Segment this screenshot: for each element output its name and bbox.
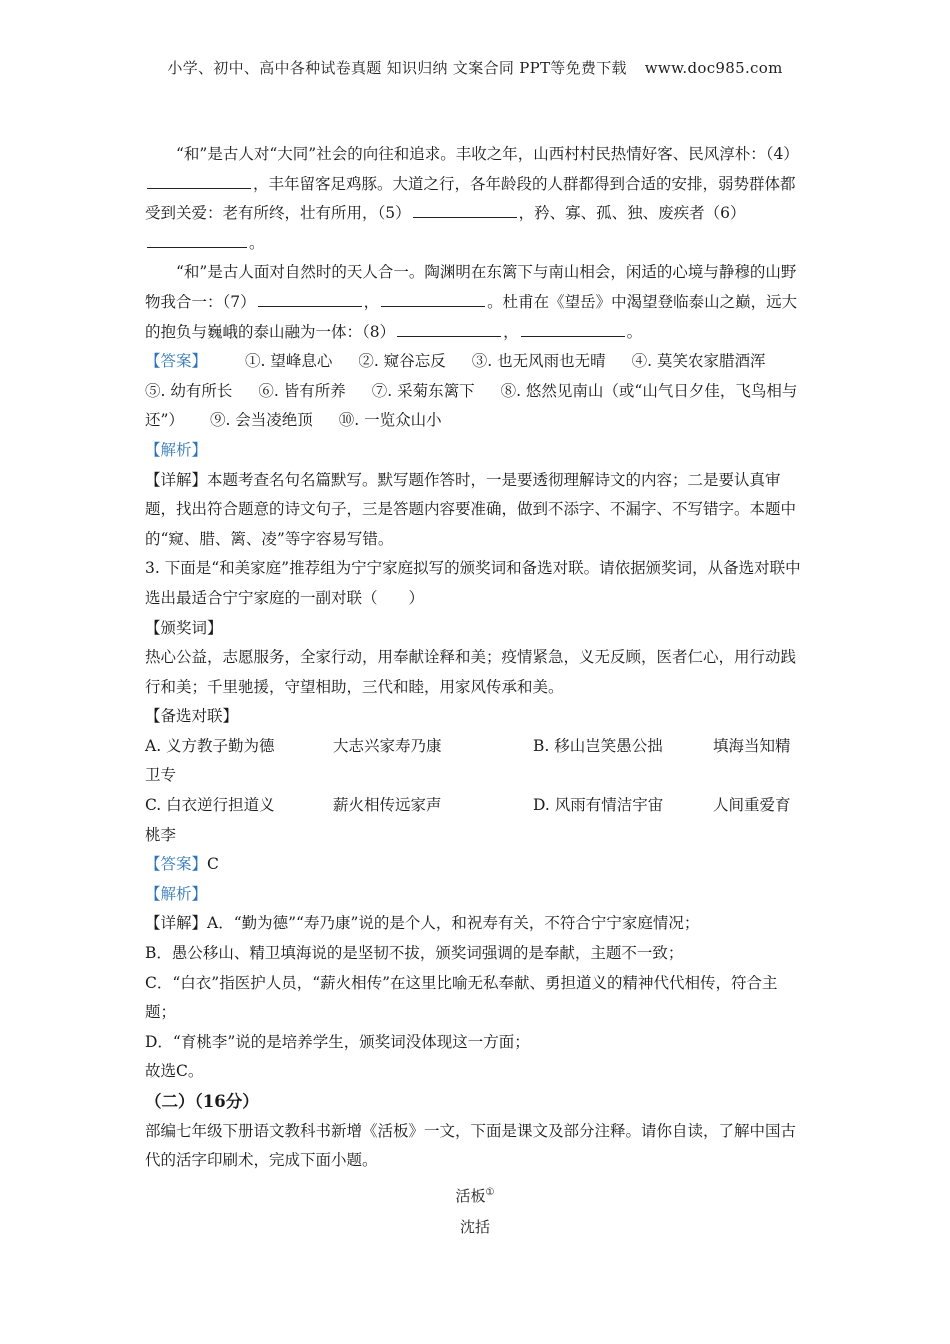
analysis-detail: 【详解】本题考查名句名篇默写。默写题作答时，一是要透彻理解诗文的内容；二是要认真审题，找出符合题意的诗文句子，三是答题内容要准确，做到不添字、不漏字、不写错字。本题中的“窥、腊、篱、凌”等字容易写错。 <box>145 470 797 548</box>
answer-item: ②. 窥谷忘反 <box>358 352 446 371</box>
text-author: 沈括 <box>459 1218 490 1237</box>
answer-block-1 <box>145 347 805 436</box>
answer-item: ③. 也无风雨也无晴 <box>471 352 606 371</box>
page-header <box>0 57 950 78</box>
answer-value: C <box>207 855 219 874</box>
option-row-cd <box>145 791 805 821</box>
detail-c: C．“白衣”指医护人员，“薪火相传”在这里比喻无私奉献、勇担道义的精神代代相传，符合主题； <box>145 973 778 1022</box>
option-b-wrap: 卫专 <box>145 766 177 785</box>
paragraph-harmony-society: “和”是古人对“大同”社会的向往和追求。丰收之年，山西村村民热情好客、民风淳朴：（4），丰年留客足鸡豚。大道之行，各年龄段的人群都得到合适的安排，弱势群体都受到关爱：老有所终，壮有所用，（5） ，矜、寡、孤、独、废疾者（6）。 <box>145 145 799 252</box>
detail-b: B．愚公移山、精卫填海说的是坚韧不拔，颁奖词强调的是奉献，主题不一致； <box>145 944 684 963</box>
fill-blank-7a <box>258 288 362 307</box>
fill-blank-8a <box>397 318 501 337</box>
fill-blank-5 <box>413 199 517 218</box>
answer-item: ⑦. 采菊东篱下 <box>371 381 475 400</box>
analysis-tag: 【解析】 <box>145 440 208 459</box>
option-c-line1: C. 白衣逆行担道义 <box>145 796 275 815</box>
footnote-marker: ① <box>485 1186 495 1198</box>
option-d-wrap: 桃李 <box>145 825 177 844</box>
paragraph-harmony-nature: “和”是古人面对自然时的天人合一。陶渊明在东篱下与南山相会，闲适的心境与静穆的山野物我合一：（7） ， 。杜甫在《望岳》中渴望登临泰山之巅，远大的抱负与巍峨的泰山融为一体：（8） ， 。 <box>145 263 798 341</box>
answer-item: ①. 望峰息心 <box>245 352 333 371</box>
answer-item: ⑩. 一览众山小 <box>338 411 442 430</box>
question-3-stem: 3. 下面是“和美家庭”推荐组为宁宁家庭拟写的颁奖词和备选对联。请依据颁奖词，从备选对联中选出最适合宁宁家庭的一副对联（ ） <box>145 559 801 607</box>
option-d-line1: D. 风雨有情洁宇宙 <box>533 796 664 815</box>
fill-blank-4 <box>147 170 251 189</box>
answer-item: ⑨. 会当凌绝顶 <box>209 411 313 430</box>
option-a-line1: A. 义方教子勤为德 <box>145 736 275 755</box>
document-body <box>145 140 805 1243</box>
text-title: 活板① <box>455 1186 495 1205</box>
detail-a: 【详解】A．“勤为德”“寿乃康”说的是个人，和祝寿有关，不符合宁宁家庭情况； <box>145 914 700 933</box>
section-title: （二）（16分） <box>145 1092 259 1111</box>
detail-d: D．“育桃李”说的是培养学生，颁奖词没体现这一方面； <box>145 1032 530 1051</box>
header-site[interactable]: www.doc985.com <box>644 59 783 77</box>
header-text: 小学、初中、高中各种试卷真题 知识归纳 文案合同 PPT等免费下载 <box>167 59 627 77</box>
answer-item: ④. 莫笑农家腊酒浑 <box>631 352 766 371</box>
fill-blank-7b <box>381 288 485 307</box>
fill-blank-6 <box>147 229 247 248</box>
option-row-ab <box>145 732 805 762</box>
answer-item: ⑧. 悠然见南山（或“山气日夕佳，飞鸟相与还”） <box>145 381 798 430</box>
award-title: 【颁奖词】 <box>145 618 223 637</box>
analysis-tag: 【解析】 <box>145 884 208 903</box>
answer-tag: 【答案】 <box>145 352 208 371</box>
answer-item: ⑤. 幼有所长 <box>145 381 233 400</box>
couplet-title: 【备选对联】 <box>145 707 239 726</box>
fill-blank-8b <box>521 318 625 337</box>
answer-block-3 <box>145 850 805 880</box>
award-text: 热心公益，志愿服务，全家行动，用奉献诠释和美；疫情紧急，义无反顾，医者仁心，用行动践行和美；千里驰援，守望相助，三代和睦，用家风传承和美。 <box>145 648 797 696</box>
option-d-line2: 人间重爱育 <box>713 796 791 815</box>
option-a-line2: 大志兴家寿乃康 <box>333 736 442 755</box>
conclusion: 故选C。 <box>145 1062 204 1081</box>
answer-item: ⑥. 皆有所养 <box>258 381 346 400</box>
option-b-line2: 填海当知精 <box>713 736 791 755</box>
answer-tag: 【答案】 <box>145 855 208 874</box>
section-intro: 部编七年级下册语文教科书新增《活板》一文，下面是课文及部分注释。请你自读，了解中国古代的活字印刷术，完成下面小题。 <box>145 1121 797 1170</box>
option-c-line2: 薪火相传远家声 <box>333 796 442 815</box>
option-b-line1: B. 移山岂笑愚公拙 <box>533 736 663 755</box>
